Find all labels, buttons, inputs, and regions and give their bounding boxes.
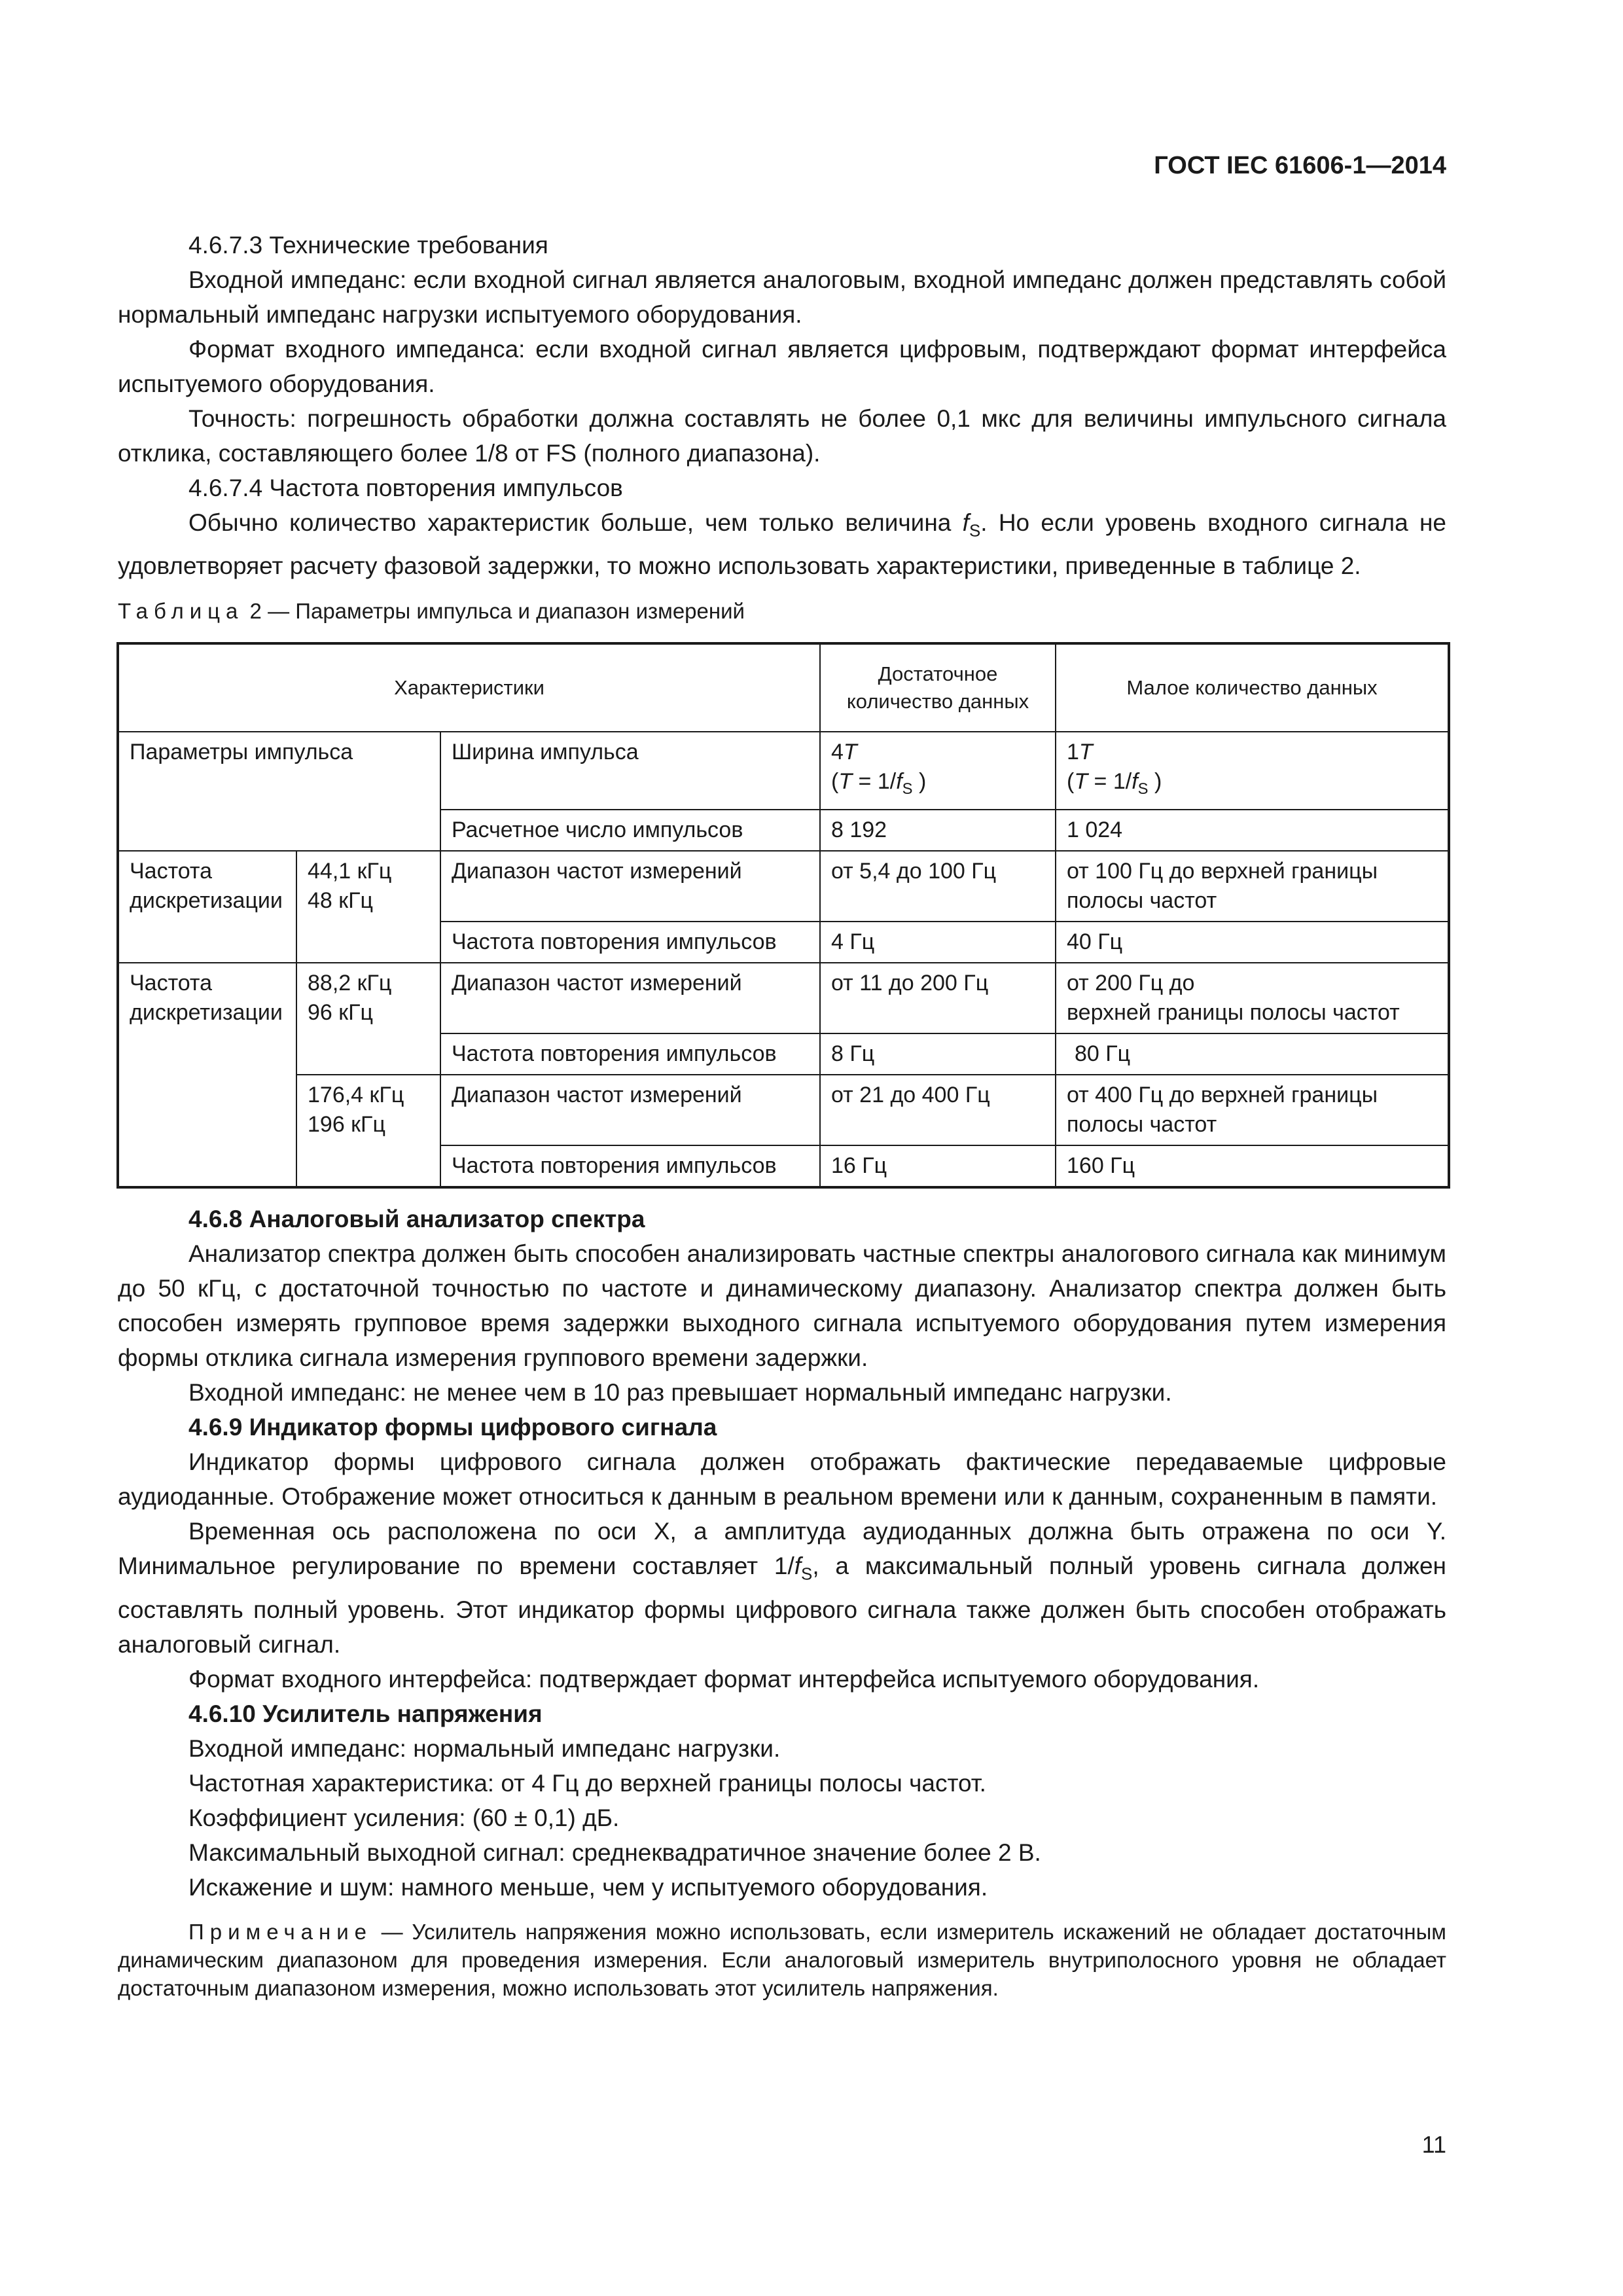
rep-sufficient-2: 8 Гц bbox=[820, 1033, 1056, 1075]
pulse-width-label: Ширина импульса bbox=[440, 732, 820, 810]
document-page bbox=[118, 0, 1446, 2296]
sampling-rates-3: 176,4 кГц 196 кГц bbox=[296, 1075, 440, 1187]
range-sufficient-1: от 5,4 до 100 Гц bbox=[820, 851, 1056, 922]
clause-4674-title: 4.6.7.4 Частота повторения импульсов bbox=[188, 475, 623, 501]
table-row bbox=[118, 1075, 1448, 1145]
section-4610-title: 4.6.10 Усилитель напряжения bbox=[188, 1700, 543, 1727]
rep-small-2: 80 Гц bbox=[1056, 1033, 1448, 1075]
sampling-label-1: Частота дискретизации bbox=[118, 851, 296, 963]
range-small-1: от 100 Гц до верхней границы полосы частот bbox=[1056, 851, 1448, 922]
pulse-params-table bbox=[118, 643, 1449, 1187]
range-label: Диапазон частот измерений bbox=[440, 851, 820, 922]
section-468-p1: Анализатор спектра должен быть способен анализировать частные спектры аналогового сигнала как минимум до 50 кГц, с достаточной точностью по частоте и динамическому диапазону. Анализатор спектра должен быть способен измерять групповое время задержки выходного сигнала испытуемого оборудования путем измерения формы отклика сигнала измерения группового времени задержки. bbox=[118, 1240, 1446, 1372]
pulse-count-sufficient: 8 192 bbox=[820, 810, 1056, 851]
header-characteristics: Характеристики bbox=[118, 644, 820, 732]
amp-distortion-noise: Искажение и шум: намного меньше, чем у испытуемого оборудования. bbox=[188, 1873, 988, 1901]
rep-small-1: 40 Гц bbox=[1056, 922, 1448, 963]
section-468-title: 4.6.8 Аналоговый анализатор спектра bbox=[188, 1206, 645, 1233]
table-caption: Таблица 2 — Параметры импульса и диапазон измерений bbox=[118, 599, 745, 624]
table-row bbox=[118, 732, 1448, 810]
amp-frequency-response: Частотная характеристика: от 4 Гц до верхней границы полосы частот. bbox=[188, 1769, 986, 1797]
section-468-p2: Входной импеданс: не менее чем в 10 раз превышает нормальный импеданс нагрузки. bbox=[188, 1379, 1172, 1407]
pulse-params-cell: Параметры импульса bbox=[118, 732, 440, 851]
pulse-count-label: Расчетное число импульсов bbox=[440, 810, 820, 851]
rep-label: Частота повторения импульсов bbox=[440, 922, 820, 963]
pulse-width-sufficient: 4T ($T = 1/f_S$ ) bbox=[820, 732, 1056, 810]
range-sufficient-3: от 21 до 400 Гц bbox=[820, 1075, 1056, 1145]
input-format-paragraph: Формат входного импеданса: если входной сигнал является цифровым, подтверждают формат интерфейса испытуемого оборудования. bbox=[118, 336, 1446, 397]
rep-sufficient-1: 4 Гц bbox=[820, 922, 1056, 963]
range-sufficient-2: от 11 до 200 Гц bbox=[820, 963, 1056, 1033]
amp-max-output: Максимальный выходной сигнал: среднеквадратичное значение более 2 В. bbox=[188, 1839, 1041, 1866]
table-header-row bbox=[118, 644, 1448, 732]
range-small-3: от 400 Гц до верхней границы полосы частот bbox=[1056, 1075, 1448, 1145]
pulse-width-small: 1T ($T = 1/f_S$ ) bbox=[1056, 732, 1448, 810]
rep-label: Частота повторения импульсов bbox=[440, 1033, 820, 1075]
sampling-rates-2: 88,2 кГц 96 кГц bbox=[296, 963, 440, 1075]
range-label: Диапазон частот измерений bbox=[440, 1075, 820, 1145]
pulse-count-small: 1 024 bbox=[1056, 810, 1448, 851]
section-469-p2: Временная ось расположена по оси X, а амплитуда аудиоданных должна быть отражена по оси Y. Минимальное регулирование по времени составляет $1/f_S$, а максимальный полный уровень сигнала должен составлять полный уровень. Этот индикатор формы цифрового сигнала также должен быть способен отображать аналоговый сигнал. bbox=[118, 1518, 1446, 1658]
table-row bbox=[118, 963, 1448, 1033]
note-paragraph: Примечание — Усилитель напряжения можно использовать, если измеритель искажений не обладает достаточным динамическим диапазоном для проведения измерения. Если аналоговый измеритель внутриполосного уровня не обладает достаточным диапазоном измерения, можно использовать этот усилитель напряжения. bbox=[118, 1919, 1446, 2000]
rep-sufficient-3: 16 Гц bbox=[820, 1145, 1056, 1187]
sampling-rates-1: 44,1 кГц 48 кГц bbox=[296, 851, 440, 963]
range-small-2: от 200 Гц до верхней границы полосы частот bbox=[1056, 963, 1448, 1033]
sampling-label-2: Частота дискретизации bbox=[118, 963, 296, 1187]
section-469-p1: Индикатор формы цифрового сигнала должен отображать фактические передаваемые цифровые аудиоданные. Отображение может относиться к данным в реальном времени или к данным, сохраненным в памяти. bbox=[118, 1448, 1446, 1511]
clause-4673-title: 4.6.7.3 Технические требования bbox=[188, 232, 548, 259]
standard-code-header: ГОСТ IEC 61606-1—2014 bbox=[1154, 152, 1446, 179]
page-number: 11 bbox=[1421, 2131, 1446, 2158]
range-label: Диапазон частот измерений bbox=[440, 963, 820, 1033]
accuracy-paragraph: Точность: погрешность обработки должна составлять не более 0,1 мкс для величины импульсного сигнала отклика, составляющего более 1/8 от FS (полного диапазона). bbox=[118, 405, 1446, 467]
fs-paragraph: Обычно количество характеристик больше, чем только величина $f_S$. Но если уровень входного сигнала не удовлетворяет расчету фазовой задержки, то можно использовать характеристики, приведенные в таблице 2. bbox=[118, 509, 1447, 580]
input-impedance-paragraph: Входной импеданс: если входной сигнал является аналоговым, входной импеданс должен представлять собой нормальный импеданс нагрузки испытуемого оборудования. bbox=[118, 266, 1446, 328]
section-469-title: 4.6.9 Индикатор формы цифрового сигнала bbox=[188, 1414, 717, 1441]
table-row bbox=[118, 851, 1448, 922]
header-small-data: Малое количество данных bbox=[1056, 644, 1448, 732]
header-sufficient-data: Достаточное количество данных bbox=[820, 644, 1056, 732]
section-469-p3: Формат входного интерфейса: подтверждает формат интерфейса испытуемого оборудования. bbox=[188, 1665, 1260, 1693]
amp-input-impedance: Входной импеданс: нормальный импеданс нагрузки. bbox=[188, 1734, 781, 1762]
rep-small-3: 160 Гц bbox=[1056, 1145, 1448, 1187]
amp-gain: Коэффициент усиления: (60 ± 0,1) дБ. bbox=[188, 1804, 620, 1831]
document-body bbox=[118, 228, 1446, 2002]
rep-label: Частота повторения импульсов bbox=[440, 1145, 820, 1187]
